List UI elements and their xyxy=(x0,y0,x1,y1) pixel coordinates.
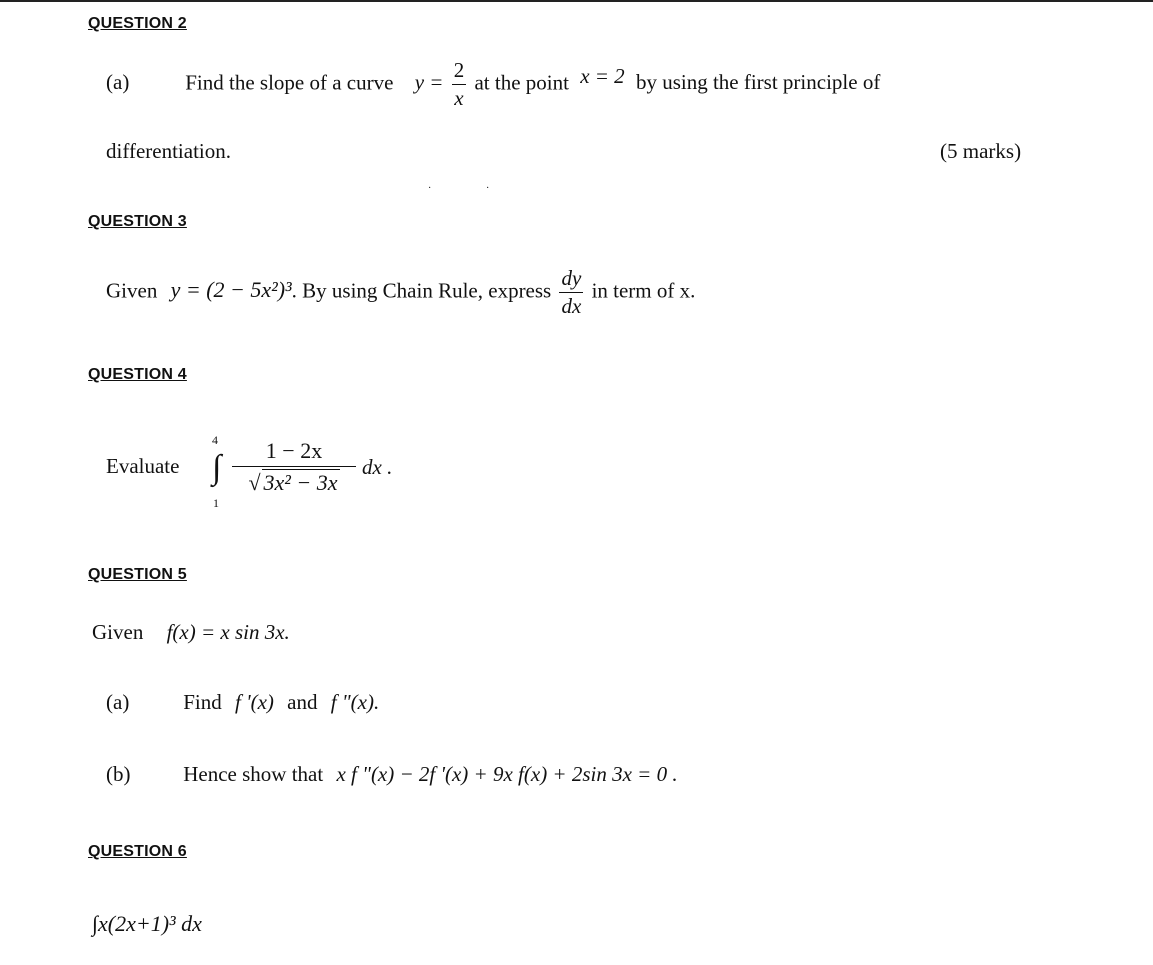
question-3-text-3: in term of x. xyxy=(591,278,696,303)
sqrt-radicand: 3x² − 3x xyxy=(263,470,338,495)
question-3-line xyxy=(106,266,695,319)
question-3-text-2: . By using Chain Rule, express xyxy=(291,278,552,303)
question-2-text-3: by using the first principle of xyxy=(635,70,881,95)
question-2-heading: QUESTION 2 xyxy=(88,15,187,32)
question-5-given-line xyxy=(92,620,290,645)
question-4-heading: QUESTION 4 xyxy=(88,366,187,383)
question-5-part-a xyxy=(106,690,379,715)
curve-equation-fraction xyxy=(452,58,467,111)
sqrt-sign: √ xyxy=(248,470,261,495)
question-4-label: Evaluate xyxy=(106,454,180,478)
second-derivative: f "(x). xyxy=(330,690,380,714)
part-b-label: (b) xyxy=(106,762,131,786)
stray-dot-1: · xyxy=(428,183,432,194)
integral-sign: ∫ xyxy=(212,449,222,486)
curve-equation-lhs: y = xyxy=(414,70,444,95)
given-label: Given xyxy=(92,620,144,644)
marks-label: (5 marks) xyxy=(940,139,1022,163)
question-5-part-b xyxy=(106,762,678,787)
question-5-heading: QUESTION 5 xyxy=(88,566,187,583)
question-2-text-1: Find the slope of a curve xyxy=(185,70,394,95)
integrand-fraction xyxy=(232,438,356,496)
question-3-heading: QUESTION 3 xyxy=(88,213,187,230)
chain-rule-equation: y = (2 − 5x²)³ xyxy=(170,277,292,303)
question-3-text-1: Given xyxy=(106,278,158,303)
part-b-text: Hence show that xyxy=(183,762,324,786)
integral-lower-limit: 1 xyxy=(213,496,219,510)
question-6-heading: QUESTION 6 xyxy=(88,843,187,860)
question-2-line-1 xyxy=(106,58,880,111)
top-border-line xyxy=(0,0,1153,2)
integral-upper-limit: 4 xyxy=(212,433,218,447)
fraction-denominator: x xyxy=(454,86,464,110)
integrand-numerator: 1 − 2x xyxy=(232,438,356,467)
function-definition: f(x) = x sin 3x. xyxy=(166,620,290,644)
part-a-label: (a) xyxy=(106,690,130,714)
derivative-fraction xyxy=(559,266,583,319)
part-a-text: Find xyxy=(183,690,222,714)
derivative-denominator: dx xyxy=(561,294,582,318)
derivative-numerator: dy xyxy=(559,266,583,293)
part-a-label: (a) xyxy=(106,70,130,95)
and-word: and xyxy=(287,690,318,714)
identity-equation: x f "(x) − 2f '(x) + 9x f(x) + 2sin 3x = 0 . xyxy=(336,762,678,786)
stray-dot-2: · xyxy=(486,183,490,194)
fraction-numerator: 2 xyxy=(452,58,467,85)
first-derivative: f '(x) xyxy=(235,690,274,714)
question-2-line-2: differentiation. xyxy=(106,139,231,163)
integrand-differential: dx . xyxy=(362,455,393,479)
question-6-integral: ∫x(2x+1)³ dx xyxy=(92,911,202,936)
point-equation: x = 2 xyxy=(580,64,625,89)
integrand-denominator xyxy=(232,467,356,496)
question-2-text-2: at the point xyxy=(474,70,569,95)
